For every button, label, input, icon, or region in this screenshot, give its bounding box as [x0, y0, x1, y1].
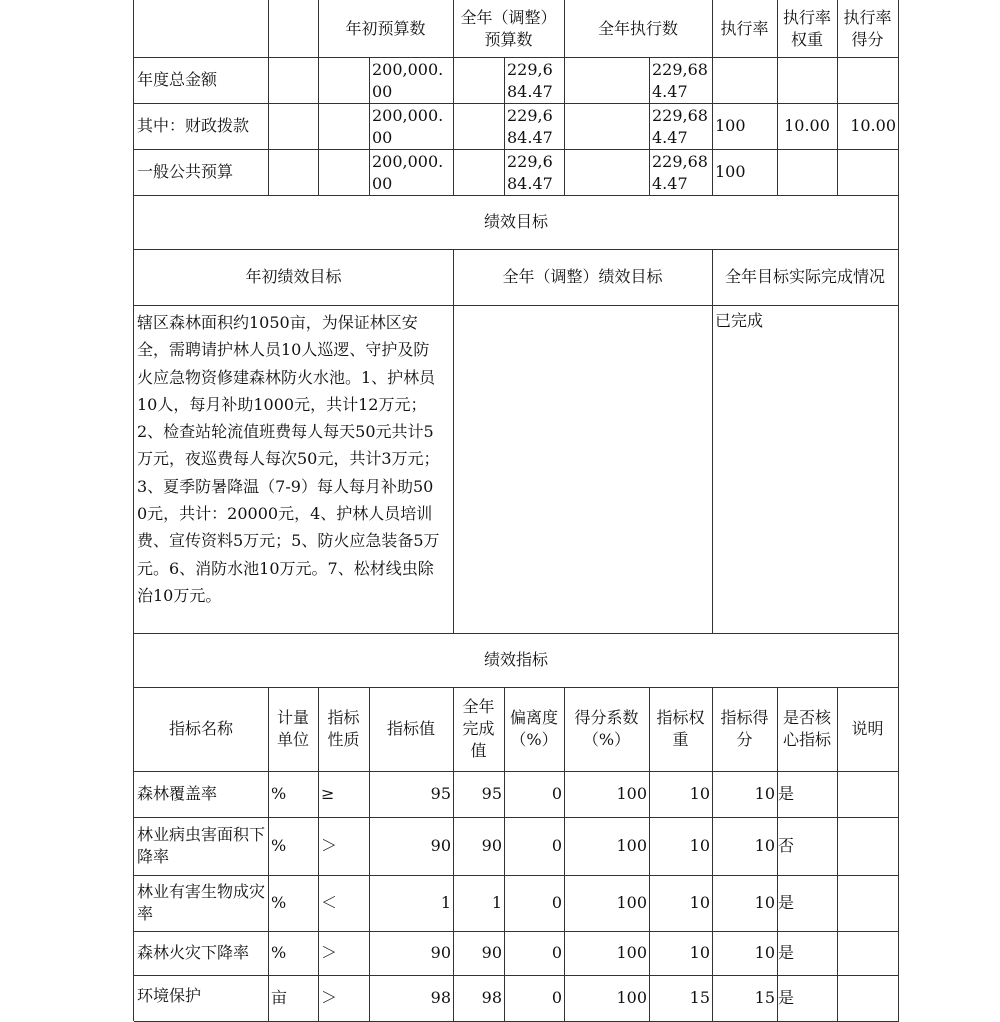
indicator-coef: 100: [564, 817, 650, 876]
indicator-note: [837, 817, 899, 876]
goals-actual-text: 已完成: [712, 305, 899, 634]
budget-row-blank: [318, 103, 370, 150]
indicator-core: 是: [777, 875, 838, 932]
budget-header-executed: 全年执行数: [564, 0, 713, 58]
budget-header-initial: 年初预算数: [318, 0, 454, 58]
budget-row-blank: [318, 57, 370, 104]
budget-header-blank-b: [268, 0, 319, 58]
goals-header-actual: 全年目标实际完成情况: [712, 249, 899, 306]
budget-row-weight: [777, 149, 838, 196]
indicators-section-title: 绩效指标: [134, 633, 899, 688]
indicator-coef: 100: [564, 975, 650, 1022]
indicator-note: [837, 975, 899, 1022]
indicator-unit: %: [268, 875, 319, 932]
budget-row-blank: [453, 57, 505, 104]
indicator-core: 是: [777, 975, 838, 1022]
indicator-name: 森林火灾下降率: [134, 931, 269, 976]
indicator-core: 是: [777, 931, 838, 976]
indicator-done: 90: [453, 817, 505, 876]
indicator-coef: 100: [564, 771, 650, 818]
indicator-deviation: 0: [504, 975, 565, 1022]
budget-row-initial: 200,000.00: [369, 57, 454, 104]
indicator-name: 林业有害生物成灾率: [134, 875, 269, 932]
indicator-weight: 10: [649, 875, 713, 932]
indicator-done: 90: [453, 931, 505, 976]
indicators-header-done: 全年完成值: [453, 687, 505, 772]
indicator-name: 环境保护: [134, 975, 269, 1022]
budget-row-name: 其中：财政拨款: [134, 103, 269, 150]
indicator-value: 98: [369, 975, 454, 1022]
indicator-weight: 15: [649, 975, 713, 1022]
indicators-header-nature: 指标性质: [318, 687, 370, 772]
indicator-nature: ＞: [318, 817, 370, 876]
goals-header-adjusted: 全年（调整）绩效目标: [453, 249, 713, 306]
indicator-weight: 10: [649, 817, 713, 876]
indicator-score: 10: [712, 931, 778, 976]
budget-row-weight: 10.00: [777, 103, 838, 150]
budget-row-executed: 229,684.47: [649, 103, 713, 150]
indicator-done: 1: [453, 875, 505, 932]
indicator-core: 否: [777, 817, 838, 876]
indicator-unit: %: [268, 771, 319, 818]
goals-adjusted-text: [453, 305, 713, 634]
budget-row-name: 一般公共预算: [134, 149, 269, 196]
indicator-value: 1: [369, 875, 454, 932]
indicator-score: 10: [712, 817, 778, 876]
budget-header-adjusted: 全年（调整）预算数: [453, 0, 565, 58]
indicator-unit: %: [268, 931, 319, 976]
budget-row-blank: [564, 57, 650, 104]
indicator-done: 95: [453, 771, 505, 818]
budget-row-weight: [777, 57, 838, 104]
indicators-header-deviation: 偏离度（%）: [504, 687, 565, 772]
indicator-note: [837, 771, 899, 818]
budget-row-rate: 100: [712, 149, 778, 196]
indicator-name: 林业病虫害面积下降率: [134, 817, 269, 876]
budget-header-rate-score: 执行率得分: [837, 0, 899, 58]
indicators-header-core: 是否核心指标: [777, 687, 838, 772]
indicator-value: 90: [369, 931, 454, 976]
indicator-value: 95: [369, 771, 454, 818]
indicator-coef: 100: [564, 931, 650, 976]
budget-row-adjusted: 229,684.47: [504, 57, 565, 104]
budget-row-adjusted: 229,684.47: [504, 103, 565, 150]
indicator-deviation: 0: [504, 875, 565, 932]
indicator-nature: ≥: [318, 771, 370, 818]
budget-row-adjusted: 229,684.47: [504, 149, 565, 196]
indicator-deviation: 0: [504, 931, 565, 976]
budget-row-blank: [564, 103, 650, 150]
indicator-nature: ＞: [318, 975, 370, 1022]
indicator-note: [837, 931, 899, 976]
budget-row-score: [837, 149, 899, 196]
budget-row-rate: 100: [712, 103, 778, 150]
budget-row-blank: [268, 57, 319, 104]
indicator-nature: ＞: [318, 931, 370, 976]
budget-header-rate-weight: 执行率权重: [777, 0, 838, 58]
indicator-coef: 100: [564, 875, 650, 932]
indicator-unit: 亩: [268, 975, 319, 1022]
budget-row-initial: 200,000.00: [369, 149, 454, 196]
indicator-nature: ＜: [318, 875, 370, 932]
indicator-score: 15: [712, 975, 778, 1022]
indicator-score: 10: [712, 771, 778, 818]
budget-row-executed: 229,684.47: [649, 149, 713, 196]
indicator-weight: 10: [649, 931, 713, 976]
budget-row-blank: [453, 149, 505, 196]
indicator-done: 98: [453, 975, 505, 1022]
indicators-header-coef: 得分系数（%）: [564, 687, 650, 772]
budget-row-initial: 200,000.00: [369, 103, 454, 150]
indicator-score: 10: [712, 875, 778, 932]
budget-row-blank: [268, 103, 319, 150]
indicators-header-weight: 指标权重: [649, 687, 713, 772]
budget-header-blank-a: [134, 0, 269, 58]
indicators-header-note: 说明: [837, 687, 899, 772]
budget-row-blank: [318, 149, 370, 196]
goals-initial-text: 辖区森林面积约1050亩，为保证林区安全，需聘请护林人员10人巡逻、守护及防火应急物资修建森林防火水池。1、护林员10人，每月补助1000元，共计12万元；2、检查站轮流值班费每人每天50元共计5万元，夜巡费每人每次50元，共计3万元；3、夏季防暑降温（7-9）每人每月补助500元，共计：20000元，4、护林人员培训费、宣传资料5万元；5、防火应急装备5万元。6、消防水池10万元。7、松材线虫除治10万元。: [134, 305, 454, 634]
budget-row-name: 年度总金额: [134, 57, 269, 104]
budget-row-score: 10.00: [837, 103, 899, 150]
indicator-weight: 10: [649, 771, 713, 818]
indicators-header-name: 指标名称: [134, 687, 269, 772]
goals-section-title: 绩效目标: [134, 195, 899, 250]
budget-row-rate: [712, 57, 778, 104]
indicator-note: [837, 875, 899, 932]
indicators-header-unit: 计量单位: [268, 687, 319, 772]
indicator-deviation: 0: [504, 771, 565, 818]
goals-header-initial: 年初绩效目标: [134, 249, 454, 306]
indicator-unit: %: [268, 817, 319, 876]
budget-row-executed: 229,684.47: [649, 57, 713, 104]
indicator-value: 90: [369, 817, 454, 876]
budget-row-score: [837, 57, 899, 104]
indicators-header-score: 指标得分: [712, 687, 778, 772]
budget-row-blank: [268, 149, 319, 196]
budget-row-blank: [453, 103, 505, 150]
budget-row-blank: [564, 149, 650, 196]
indicator-core: 是: [777, 771, 838, 818]
indicators-header-value: 指标值: [369, 687, 454, 772]
indicator-deviation: 0: [504, 817, 565, 876]
indicator-name: 森林覆盖率: [134, 771, 269, 818]
budget-header-rate: 执行率: [712, 0, 778, 58]
